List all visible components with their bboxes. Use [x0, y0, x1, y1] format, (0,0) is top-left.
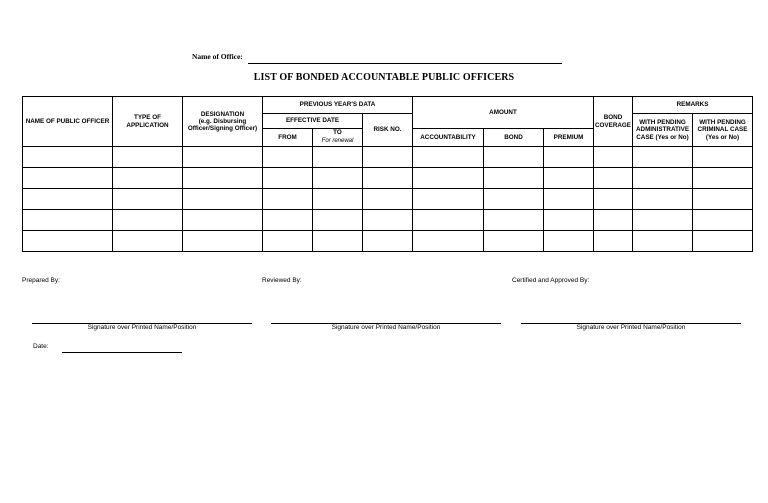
table-cell[interactable]	[413, 147, 484, 168]
date-label: Date:	[33, 343, 49, 350]
table-cell[interactable]	[544, 147, 594, 168]
table-cell[interactable]	[183, 210, 263, 231]
table-row	[23, 231, 753, 252]
table-cell[interactable]	[113, 210, 183, 231]
table-cell[interactable]	[113, 168, 183, 189]
col-risk-no: RISK NO.	[363, 114, 413, 147]
bonded-officers-table	[22, 96, 753, 252]
table-cell[interactable]	[313, 147, 363, 168]
table-cell[interactable]	[693, 147, 753, 168]
table-cell[interactable]	[23, 231, 113, 252]
col-bond-coverage	[594, 97, 633, 147]
col-accountability: ACCOUNTABILITY	[413, 129, 484, 147]
table-cell[interactable]	[633, 231, 693, 252]
date-line[interactable]	[62, 352, 182, 353]
table-cell[interactable]	[413, 231, 484, 252]
prepared-by-signature-caption: Signature over Printed Name/Position	[87, 324, 197, 331]
col-remarks: REMARKS	[633, 97, 753, 114]
table-cell[interactable]	[313, 210, 363, 231]
table-cell[interactable]	[263, 231, 313, 252]
table-cell[interactable]	[413, 168, 484, 189]
table-cell[interactable]	[594, 147, 633, 168]
table-cell[interactable]	[263, 210, 313, 231]
table-cell[interactable]	[363, 189, 413, 210]
table-cell[interactable]	[263, 168, 313, 189]
office-name-line[interactable]	[248, 63, 562, 64]
table-cell[interactable]	[484, 168, 544, 189]
col-effective-date: EFFECTIVE DATE	[263, 114, 363, 129]
table-cell[interactable]	[113, 147, 183, 168]
table-cell[interactable]	[23, 168, 113, 189]
table-cell[interactable]	[313, 168, 363, 189]
table-cell[interactable]	[23, 210, 113, 231]
type-of-application-label: TYPE OF APPLICATION	[126, 114, 169, 129]
table-cell[interactable]	[183, 231, 263, 252]
form-title: LIST OF BONDED ACCOUNTABLE PUBLIC OFFICERS	[253, 72, 515, 83]
table-cell[interactable]	[113, 231, 183, 252]
table-cell[interactable]	[594, 168, 633, 189]
col-designation	[183, 97, 263, 147]
bond-coverage-label-1: BOND	[603, 114, 623, 122]
table-cell[interactable]	[413, 210, 484, 231]
table-cell[interactable]	[413, 189, 484, 210]
table-cell[interactable]	[544, 210, 594, 231]
table-cell[interactable]	[263, 147, 313, 168]
table-body	[23, 147, 753, 252]
table-cell[interactable]	[183, 189, 263, 210]
table-cell[interactable]	[313, 231, 363, 252]
col-name-of-officer: NAME OF PUBLIC OFFICER	[23, 97, 113, 147]
table-cell[interactable]	[23, 189, 113, 210]
table-cell[interactable]	[363, 168, 413, 189]
table-row	[23, 210, 753, 231]
table-row	[23, 147, 753, 168]
certified-by-signature-caption: Signature over Printed Name/Position	[576, 324, 686, 331]
designation-note-1: (e.g. Disbursing	[198, 117, 247, 125]
reviewed-by-signature-caption: Signature over Printed Name/Position	[331, 324, 441, 331]
table-cell[interactable]	[363, 147, 413, 168]
col-to: TO	[313, 129, 363, 137]
for-renewal-note: For renewal	[313, 137, 363, 147]
col-amount: AMOUNT	[413, 97, 594, 129]
table-cell[interactable]	[693, 189, 753, 210]
table-cell[interactable]	[544, 189, 594, 210]
reviewed-by-label: Reviewed By:	[262, 277, 302, 284]
bond-coverage-label-2: COVERAGE	[594, 121, 632, 129]
col-bond: BOND	[484, 129, 544, 147]
table-cell[interactable]	[313, 189, 363, 210]
table-cell[interactable]	[693, 168, 753, 189]
table-cell[interactable]	[113, 189, 183, 210]
table-cell[interactable]	[484, 189, 544, 210]
table-cell[interactable]	[544, 168, 594, 189]
table-cell[interactable]	[363, 231, 413, 252]
office-label: Name of Office:	[192, 52, 243, 61]
table-cell[interactable]	[594, 189, 633, 210]
table-cell[interactable]	[693, 231, 753, 252]
table-cell[interactable]	[183, 168, 263, 189]
designation-note-2: Officer/Signing Officer)	[187, 125, 258, 133]
table-cell[interactable]	[633, 189, 693, 210]
col-previous-years-data: PREVIOUS YEAR'S DATA	[263, 97, 413, 114]
table-row	[23, 168, 753, 189]
col-from: FROM	[263, 129, 313, 147]
prepared-by-label: Prepared By:	[22, 277, 60, 284]
table-cell[interactable]	[23, 147, 113, 168]
table-cell[interactable]	[484, 231, 544, 252]
table-cell[interactable]	[633, 210, 693, 231]
table-cell[interactable]	[594, 231, 633, 252]
col-pending-admin: WITH PENDING ADMINISTRATIVE CASE (Yes or No)	[633, 114, 693, 147]
table-cell[interactable]	[484, 147, 544, 168]
table-cell[interactable]	[263, 189, 313, 210]
table-cell[interactable]	[363, 210, 413, 231]
table-cell[interactable]	[693, 210, 753, 231]
table-row	[23, 189, 753, 210]
col-premium: PREMIUM	[544, 129, 594, 147]
table-cell[interactable]	[484, 210, 544, 231]
table-cell[interactable]	[633, 147, 693, 168]
col-pending-criminal: WITH PENDING CRIMINAL CASE (Yes or No)	[693, 114, 753, 147]
table-cell[interactable]	[544, 231, 594, 252]
col-type-of-application	[113, 97, 183, 147]
table-cell[interactable]	[594, 210, 633, 231]
designation-label: DESIGNATION	[200, 110, 245, 118]
table-cell[interactable]	[183, 147, 263, 168]
table-cell[interactable]	[633, 168, 693, 189]
certified-by-label: Certified and Approved By:	[512, 277, 590, 284]
